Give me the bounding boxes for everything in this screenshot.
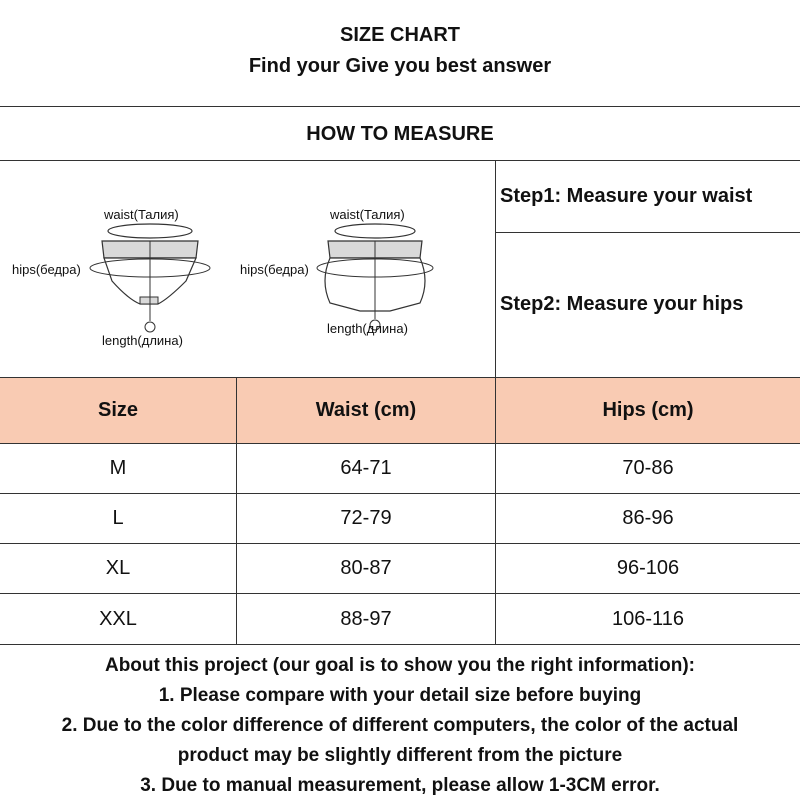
hips-cell: 96-106 — [495, 544, 800, 593]
hips-cell: 86-96 — [495, 494, 800, 543]
note-item-2-line1: 2. Due to the color difference of different computers, the color of the actual — [61, 715, 739, 736]
waist-cell: 80-87 — [236, 544, 495, 593]
how-to-measure-heading — [0, 107, 800, 161]
page-title: SIZE CHART — [340, 24, 460, 46]
step-divider — [495, 232, 800, 233]
hips-cell: 70-86 — [495, 444, 800, 493]
waist-cell: 88-97 — [236, 594, 495, 644]
note-item-1: 1. Please compare with your detail size before buying — [158, 685, 642, 706]
boyshort-hips-label: hips(бедра) — [240, 262, 309, 277]
boyshort-length-label: length(длина) — [327, 321, 408, 336]
size-cell: XXL — [99, 607, 137, 630]
how-to-measure-title: HOW TO MEASURE — [306, 123, 494, 145]
header-size: Size — [97, 399, 139, 421]
table-row — [0, 443, 800, 493]
brief-hips-label: hips(бедра) — [12, 262, 81, 277]
notes-section — [0, 644, 800, 800]
table-header-row — [0, 377, 800, 443]
page-subtitle: Find your Give you best answer — [248, 55, 552, 77]
brief-waist-label: waist(Талия) — [104, 207, 179, 222]
note-item-3: 3. Due to manual measurement, please allow 1-3CM error. — [140, 775, 660, 796]
boyshort-diagram — [230, 161, 470, 377]
header — [0, 0, 800, 107]
step1-text: Step1: Measure your waist — [500, 185, 753, 207]
measure-section — [0, 161, 800, 377]
table-row — [0, 543, 800, 593]
table-row — [0, 493, 800, 543]
waist-cell: 64-71 — [236, 444, 495, 493]
brief-length-label: length(длина) — [102, 333, 183, 348]
size-cell: M — [109, 457, 127, 479]
section-divider — [495, 161, 496, 377]
notes-intro: About this project (our goal is to show you the right information): — [104, 655, 696, 676]
table-row — [0, 593, 800, 644]
header-waist: Waist (cm) — [236, 378, 495, 443]
note-item-2-line2: product may be slightly different from the picture — [177, 745, 623, 766]
size-cell: XL — [105, 557, 131, 579]
header-hips: Hips (cm) — [495, 378, 800, 443]
size-cell: L — [112, 507, 124, 529]
waist-cell: 72-79 — [236, 494, 495, 543]
boyshort-waist-label: waist(Талия) — [330, 207, 405, 222]
step2-text: Step2: Measure your hips — [500, 293, 744, 315]
hips-cell: 106-116 — [495, 594, 800, 644]
brief-diagram — [0, 161, 240, 377]
